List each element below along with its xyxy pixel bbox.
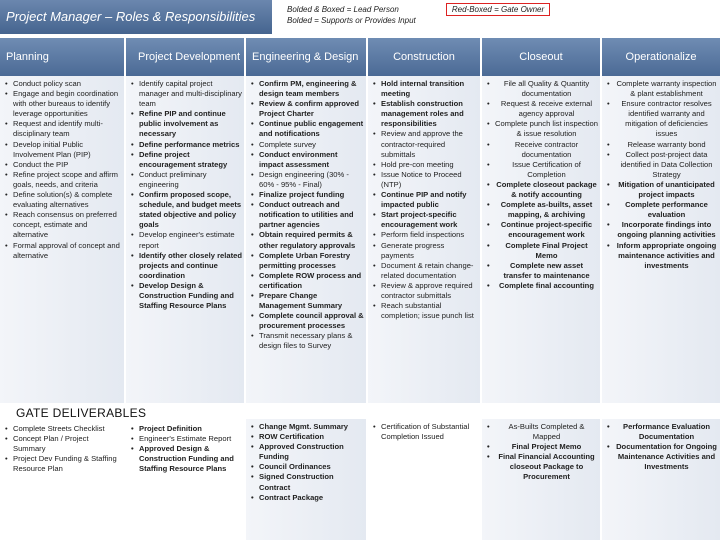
list-item: • Final Project Memo: [486, 442, 598, 452]
list-item: • Conduct outreach and notification to utilities and partner agencies: [250, 200, 364, 230]
column-header-planning: [0, 38, 124, 76]
list-item: • Identify capital project manager and multi-disciplinary team: [130, 79, 242, 109]
column-title: Operationalize: [625, 50, 697, 63]
list-item: • Reach substantial completion; issue punch list: [372, 301, 478, 321]
list-item: • Collect post-project data identified in Data Collection Strategy: [606, 150, 718, 180]
list-item: • Confirm proposed scope, schedule, and budget meets stated objective and policy goals: [130, 190, 242, 230]
list-item: • Formal approval of concept and alternative: [4, 241, 122, 261]
list-item: • Review & approve required contractor submittals: [372, 281, 478, 301]
list-item: • Generate progress payments: [372, 241, 478, 261]
list-item: • Continue project-specific encouragement work: [486, 220, 598, 240]
list-item: • Complete Final Project Memo: [486, 241, 598, 261]
list-item: • Obtain required permits & other regulatory approvals: [250, 230, 364, 250]
column-body-project-development: [126, 76, 244, 403]
gate-planning: [0, 421, 124, 540]
list-item: • Complete ROW process and certification: [250, 271, 364, 291]
list-item: • Document & retain change-related documentation: [372, 261, 478, 281]
list-item: • Issue Notice to Proceed (NTP): [372, 170, 478, 190]
list-item: • Hold internal transition meeting: [372, 79, 478, 99]
list-item: • Concept Plan / Project Summary: [4, 434, 122, 454]
list-item: • Conduct the PIP: [4, 160, 122, 170]
list-item: • Start project-specific encouragement work: [372, 210, 478, 230]
list-item: • Certification of Substantial Completion Issued: [372, 422, 478, 442]
list-item: • Project Definition: [130, 424, 242, 434]
column-title: Construction: [393, 50, 455, 63]
gate-construction: [368, 419, 480, 540]
list-item: • Request and identify multi-disciplinary team: [4, 119, 122, 139]
column-title: Closeout: [519, 50, 563, 63]
list-item: • Conduct policy scan: [4, 79, 122, 89]
list-item: • Final Financial Accounting closeout Package to Procurement: [486, 452, 598, 482]
list-item: • Performance Evaluation Documentation: [606, 422, 718, 442]
list-item: • Complete performance evaluation: [606, 200, 718, 220]
list-item: • Transmit necessary plans & design files to Survey: [250, 331, 364, 351]
column-title: Engineering & Design: [252, 50, 359, 63]
list-item: • Review and approve the contractor-required submittals: [372, 129, 478, 159]
list-item: • Finalize project funding: [250, 190, 364, 200]
list-item: • Reach consensus on preferred concept, estimate and alternative: [4, 210, 122, 240]
column-body-operationalize: [602, 76, 720, 403]
list-item: • Ensure contractor resolves identified warranty and mitigation of deficiencies issues: [606, 99, 718, 139]
list-item: • ROW Certification: [250, 432, 364, 442]
column-header-project-development: [126, 38, 244, 76]
list-item: • Refine project scope and affirm goals, needs, and criteria: [4, 170, 122, 190]
list-item: • Complete council approval & procurement processes: [250, 311, 364, 331]
list-item: • Contract Package: [250, 493, 364, 503]
list-item: • Establish construction management roles and responsibilities: [372, 99, 478, 129]
list-item: • Complete closeout package & notify accounting: [486, 180, 598, 200]
column-header-operationalize: [602, 38, 720, 76]
list-item: • Complete survey: [250, 140, 364, 150]
list-item: • Documentation for Ongoing Maintenance Activities and Investments: [606, 442, 718, 472]
list-item: • Receive contractor documentation: [486, 140, 598, 160]
list-item: • Define project encouragement strategy: [130, 150, 242, 170]
column-title: Project Development: [138, 50, 241, 63]
list-item: • Develop engineer's estimate report: [130, 230, 242, 250]
list-item: • Define performance metrics: [130, 140, 242, 150]
list-item: • Approved Construction Funding: [250, 442, 364, 462]
list-item: • Prepare Change Management Summary: [250, 291, 364, 311]
gate-closeout: [482, 419, 600, 540]
column-body-engineering-design: [246, 76, 366, 403]
column-header-closeout: [482, 38, 600, 76]
list-item: • Complete new asset transfer to maintenance: [486, 261, 598, 281]
list-item: • Refine PIP and continue public involvement as necessary: [130, 109, 242, 139]
legend: [287, 4, 416, 26]
list-item: • Complete as-builts, asset mapping, & archiving: [486, 200, 598, 220]
list-item: • Incorporate findings into ongoing planning activities: [606, 220, 718, 240]
column-title: Planning: [6, 50, 49, 63]
column-header-engineering-design: [246, 38, 366, 76]
list-item: • Design engineering (30% - 60% - 95% - Final): [250, 170, 364, 190]
column-header-construction: [368, 38, 480, 76]
gate-project-development: [126, 421, 244, 540]
list-item: • Engineer's Estimate Report: [130, 434, 242, 444]
list-item: • Council Ordinances: [250, 462, 364, 472]
legend-gate-owner: Red-Boxed = Gate Owner: [446, 3, 550, 16]
page-title: Project Manager – Roles & Responsibilities: [0, 0, 272, 34]
list-item: • Continue public engagement and notifications: [250, 119, 364, 139]
list-item: • Develop initial Public Involvement Plan (PIP): [4, 140, 122, 160]
list-item: • Signed Construction Contract: [250, 472, 364, 492]
legend-supports: Bolded = Supports or Provides Input: [287, 16, 416, 25]
list-item: • Approved Design & Construction Funding and Staffing Resource Plans: [130, 444, 242, 474]
list-item: • As-Builts Completed & Mapped: [486, 422, 598, 442]
list-item: • Issue Certification of Completion: [486, 160, 598, 180]
list-item: • Request & receive external agency approval: [486, 99, 598, 119]
gate-operationalize: [602, 419, 720, 540]
column-body-construction: [368, 76, 480, 403]
list-item: • Mitigation of unanticipated project impacts: [606, 180, 718, 200]
gate-engineering-design: [246, 419, 366, 540]
list-item: • Complete final accounting: [486, 281, 598, 291]
list-item: • Hold pre-con meeting: [372, 160, 478, 170]
list-item: • Complete warranty inspection & plant establishment: [606, 79, 718, 99]
list-item: • Change Mgmt. Summary: [250, 422, 364, 432]
list-item: • Inform appropriate ongoing maintenance activities and investments: [606, 241, 718, 271]
list-item: • Conduct preliminary engineering: [130, 170, 242, 190]
list-item: • Confirm PM, engineering & design team members: [250, 79, 364, 99]
list-item: • Develop Design & Construction Funding and Staffing Resource Plans: [130, 281, 242, 311]
list-item: • Identify other closely related projects and continue coordination: [130, 251, 242, 281]
list-item: • Engage and begin coordination with other bureaus to identify leverage opportunities: [4, 89, 122, 119]
list-item: • Release warranty bond: [606, 140, 718, 150]
list-item: • Continue PIP and notify impacted public: [372, 190, 478, 210]
list-item: • File all Quality & Quantity documentation: [486, 79, 598, 99]
list-item: • Project Dev Funding & Staffing Resource Plan: [4, 454, 122, 474]
column-body-closeout: [482, 76, 600, 403]
list-item: • Complete Streets Checklist: [4, 424, 122, 434]
gate-deliverables-title: GATE DELIVERABLES: [16, 406, 147, 420]
list-item: • Complete punch list inspection & issue resolution: [486, 119, 598, 139]
list-item: • Define solution(s) & complete evaluating alternatives: [4, 190, 122, 210]
column-body-planning: [0, 76, 124, 403]
list-item: • Perform field inspections: [372, 230, 478, 240]
list-item: • Complete Urban Forestry permitting processes: [250, 251, 364, 271]
list-item: • Review & confirm approved Project Charter: [250, 99, 364, 119]
legend-lead: Bolded & Boxed = Lead Person: [287, 5, 399, 14]
list-item: • Conduct environment impact assessment: [250, 150, 364, 170]
